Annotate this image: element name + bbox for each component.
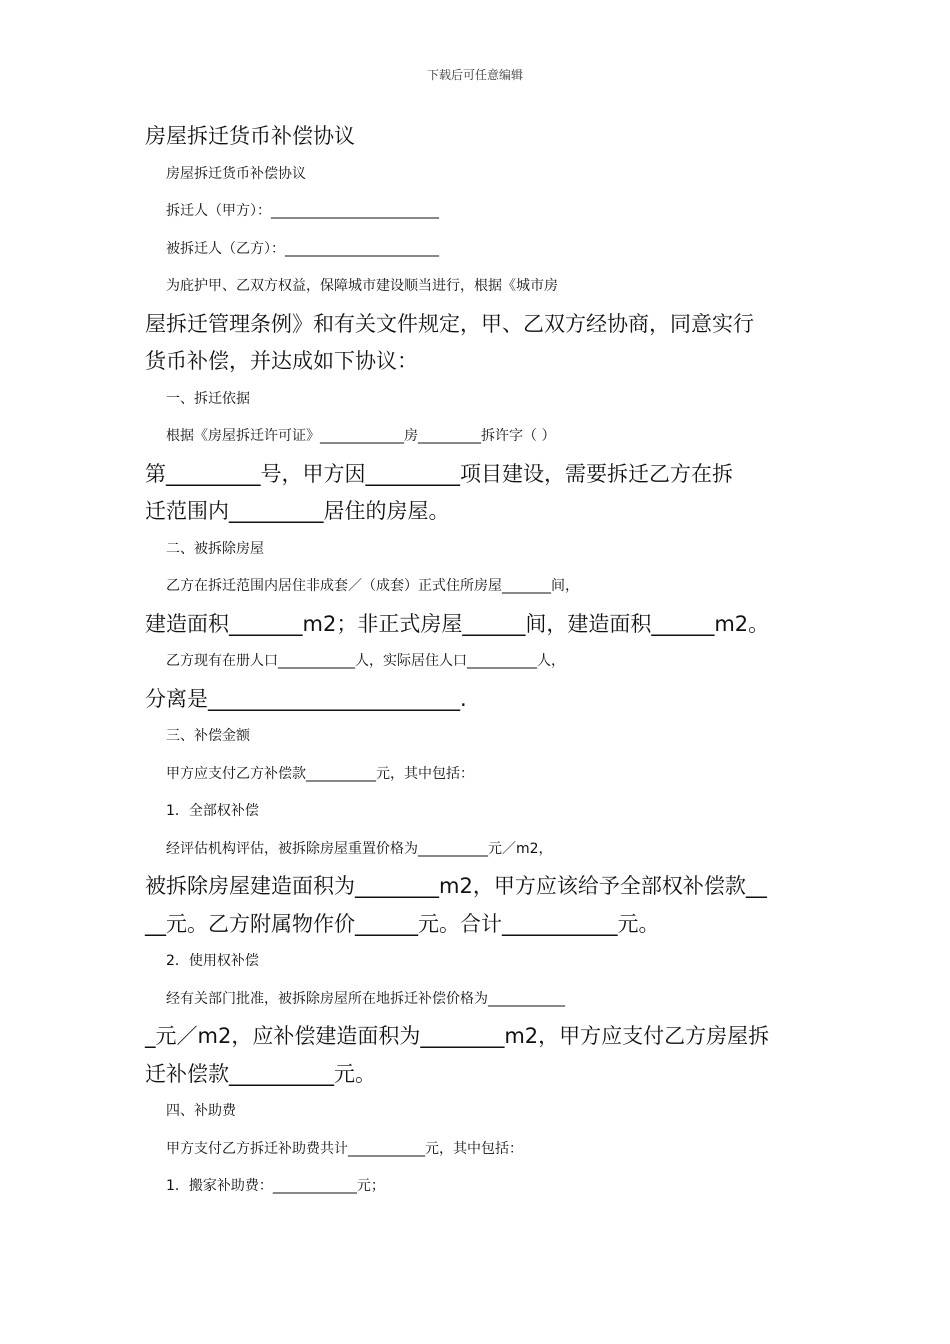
document-line: 1．搬家补助费：____________元； [166, 1178, 385, 1194]
document-line: 甲方支付乙方拆迁补助费共计___________元，其中包括： [166, 1140, 523, 1157]
document-line: 被拆除房屋建造面积为________m2，甲方应该给予全部权补偿款__ [145, 874, 767, 898]
document-line: 货币补偿，并达成如下协议： [145, 349, 418, 373]
document-line: 迁范围内_________居住的房屋。 [145, 499, 450, 523]
document-line: 第_________号，甲方因_________项目建设，需要拆迁乙方在拆 [145, 461, 733, 486]
document-line: 建造面积_______m2；非正式房屋______间，建造面积______m2。 [145, 611, 770, 636]
document-line: __元。乙方附属物作价______元。合计___________元。 [145, 911, 660, 936]
document-line: 2．使用权补偿 [166, 953, 259, 969]
document-line: 三、补偿金额 [166, 728, 250, 744]
document-line: _元／m2，应补偿建造面积为________m2，甲方应支付乙方房屋拆 [145, 1024, 770, 1048]
document-line: 四、补助费 [166, 1103, 236, 1119]
document-line: 根据《房屋拆迁许可证》____________房_________拆许字（ ） [166, 428, 556, 444]
document-line: 分离是________________________. [145, 686, 467, 711]
document-line: 房屋拆迁货币补偿协议 [145, 124, 355, 148]
document-line: 屋拆迁管理条例》和有关文件规定，甲、乙双方经协商，同意实行 [145, 311, 754, 336]
header-note: 下载后可任意编辑 [426, 68, 523, 82]
document-line: 经评估机构评估，被拆除房屋重置价格为__________元／m2， [166, 840, 553, 857]
document-body [145, 118, 817, 1206]
document-line: 为庇护甲、乙双方权益，保障城市建设顺当进行，根据《城市房 [166, 278, 558, 294]
document-line: 迁补偿款__________元。 [145, 1061, 376, 1086]
document-line: 经有关部门批准，被拆除房屋所在地拆迁补偿价格为___________ [166, 990, 565, 1007]
document-line: 一、拆迁依据 [166, 390, 250, 407]
document-line: 1．全部权补偿 [166, 803, 259, 819]
document-line: 二、被拆除房屋 [166, 540, 264, 557]
document-line: 乙方在拆迁范围内居住非成套／（成套）正式住所房屋_______间， [166, 578, 579, 594]
document-line: 被拆迁人（乙方）：______________________ [166, 240, 439, 257]
document-line: 房屋拆迁货币补偿协议 [166, 165, 306, 182]
document-line: 甲方应支付乙方补偿款__________元，其中包括： [166, 765, 474, 782]
document-line: 乙方现有在册人口___________人，实际居住人口__________人， [166, 653, 565, 669]
document-line: 拆迁人（甲方）：________________________ [166, 203, 439, 219]
